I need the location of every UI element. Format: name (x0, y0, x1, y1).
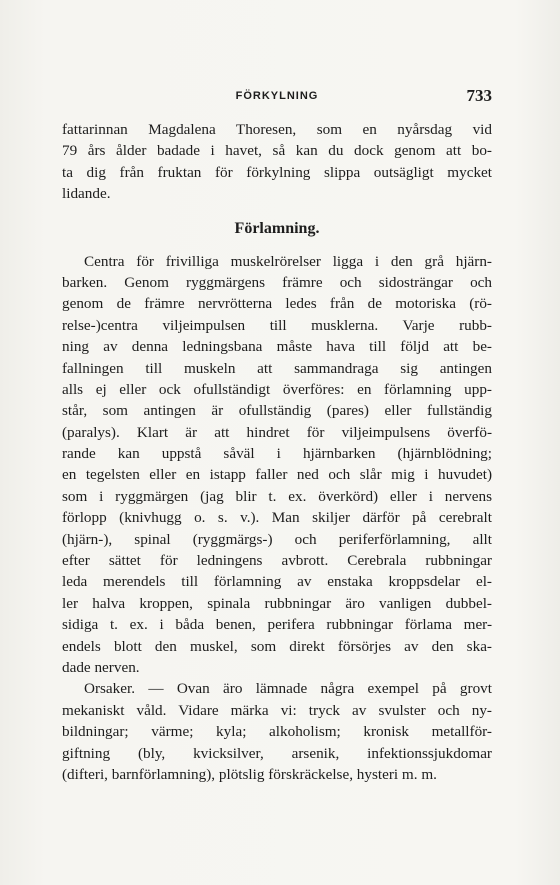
text-line: genom de främre nervrötterna ledes från de motoriska (rö- (62, 295, 492, 313)
text-line: sidiga t. ex. i båda benen, perifera rubbningar förlama mer- (62, 616, 492, 634)
section-heading: Förlamning. (234, 219, 320, 237)
text-line: giftning (bly, kvicksilver, arsenik, infektionssjukdomar (62, 744, 492, 762)
running-head: FÖRKYLNING (235, 90, 319, 102)
text-line: Orsaker. — Ovan äro lämnade några exempel på grovt (84, 680, 492, 698)
text-line: dade nerven. (62, 658, 140, 676)
text-line: leda merendels till förlamning av enstaka kroppsdelar el- (62, 573, 492, 591)
page-body (62, 119, 492, 785)
text-line: lidande. (62, 185, 111, 203)
paragraph-intro (62, 119, 492, 205)
text-line: (difteri, barnförlamning), plötslig förskräckelse, hysteri m. m. (62, 765, 437, 783)
paragraph-main (62, 251, 492, 679)
text-line: fallningen till muskeln att sammandraga sig antingen (62, 359, 492, 377)
text-line: 79 års ålder badade i havet, så kan du dock genom att bo- (62, 142, 492, 160)
text-line: relse-)centra viljeimpulsen till musklerna. Varje rubb- (62, 316, 492, 334)
text-line: ning av denna ledningsbana måste hava till följd att be- (62, 338, 492, 356)
text-line: mekaniskt våld. Vidare märka vi: tryck av svulster och ny- (62, 701, 492, 719)
text-line: alls ej eller ock ofullständigt överföres: en förlamning upp- (62, 380, 492, 398)
page-header (62, 86, 492, 108)
text-line: (hjärn-), spinal (ryggmärgs-) och periferförlamning, allt (62, 530, 492, 548)
text-line: som i ryggmärgen (jag blir t. ex. överkörd) eller i nervens (62, 487, 492, 505)
text-line: (paralys). Klart är att hindret för viljeimpulsens överfö- (62, 423, 492, 441)
paragraph-causes (62, 678, 492, 785)
text-line: barken. Genom ryggmärgens främre och sidosträngar och (62, 273, 492, 291)
text-line: ta dig från fruktan för förkylning slippa outsägligt mycket (62, 163, 492, 181)
text-line: efter sättet för ledningens avbrott. Cerebrala rubbningar (62, 552, 492, 570)
text-line: rande kan uppstå såväl i hjärnbarken (hjärnblödning; (62, 445, 492, 463)
text-line: endels blott den muskel, som direkt försörjes av den ska- (62, 637, 492, 655)
page-number: 733 (466, 86, 492, 105)
text-line: förlopp (knivhugg o. s. v.). Man skiljer därför på cerebralt (62, 509, 492, 527)
text-line: står, som antingen är ofullständig (pares) eller fullständig (62, 402, 492, 420)
text-line: fattarinnan Magdalena Thoresen, som en nyårsdag vid (62, 121, 492, 138)
text-line: bildningar; värme; kyla; alkoholism; kronisk metallför- (62, 723, 492, 741)
text-line: en tegelsten eller en istapp faller ned och slår mig i huvudet) (62, 466, 492, 484)
text-line: ler halva kroppen, spinala rubbningar äro vanligen dubbel- (62, 594, 492, 612)
text-line: Centra för frivilliga muskelrörelser ligga i den grå hjärn- (84, 252, 492, 270)
